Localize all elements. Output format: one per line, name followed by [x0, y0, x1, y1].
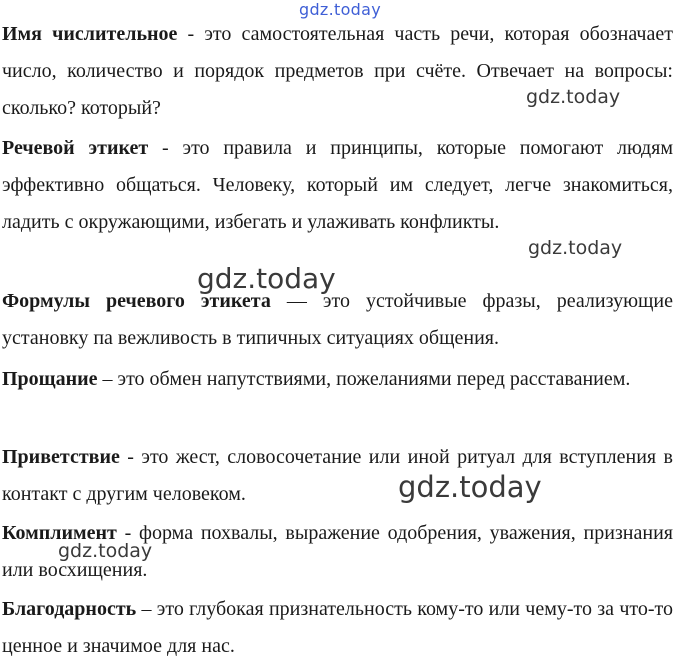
watermark: gdz.today: [58, 540, 153, 562]
definition-term: Комплимент: [2, 522, 117, 544]
watermark: gdz.today: [528, 237, 623, 259]
definition-term: Имя числительное: [2, 23, 178, 45]
definition-paragraph: [2, 16, 673, 127]
definition-term: Благодарность: [2, 598, 137, 620]
definition-paragraph: [2, 591, 673, 665]
definition-term: Речевой этикет: [2, 137, 149, 159]
definition-text: – это обмен напутствиями, пожеланиями перед расставанием.: [97, 368, 631, 390]
definition-text: - это жест, словосочетание или иной ритуал для вступления в контакт с другим человеком.: [2, 446, 673, 505]
definition-term: Прощание: [2, 368, 98, 390]
definition-text: - это самостоятельная часть речи, которая обозначает число, количество и порядок предметов при счёте. Отвечает на вопросы: сколько? который?: [2, 23, 673, 119]
watermark: gdz.today: [526, 86, 621, 108]
definition-paragraph: [2, 361, 673, 398]
watermark: gdz.today: [197, 262, 336, 295]
definition-term: Приветствие: [2, 446, 120, 468]
definition-paragraph: [2, 283, 673, 357]
definition-text: - форма похвалы, выражение одобрения, уважения, признания или восхищения.: [2, 522, 673, 581]
definition-text: - это правила и принципы, которые помогают людям эффективно общаться. Человеку, который им следует, легче знакомиться, ладить с окружающими, избегать и улаживать конфликты.: [2, 137, 673, 233]
definition-text: — это устойчивые фразы, реализующие установку па вежливость в типичных ситуациях общения.: [2, 290, 673, 349]
definition-paragraph: [2, 130, 673, 241]
definition-text: – это глубокая признательность кому-то или чему-то за что-то ценное и значимое для нас.: [2, 598, 673, 657]
watermark: gdz.today: [398, 470, 542, 504]
definition-paragraph: [2, 439, 673, 513]
definition-term: Формулы речевого этикета: [2, 290, 271, 312]
watermark-top: gdz.today: [299, 0, 381, 19]
